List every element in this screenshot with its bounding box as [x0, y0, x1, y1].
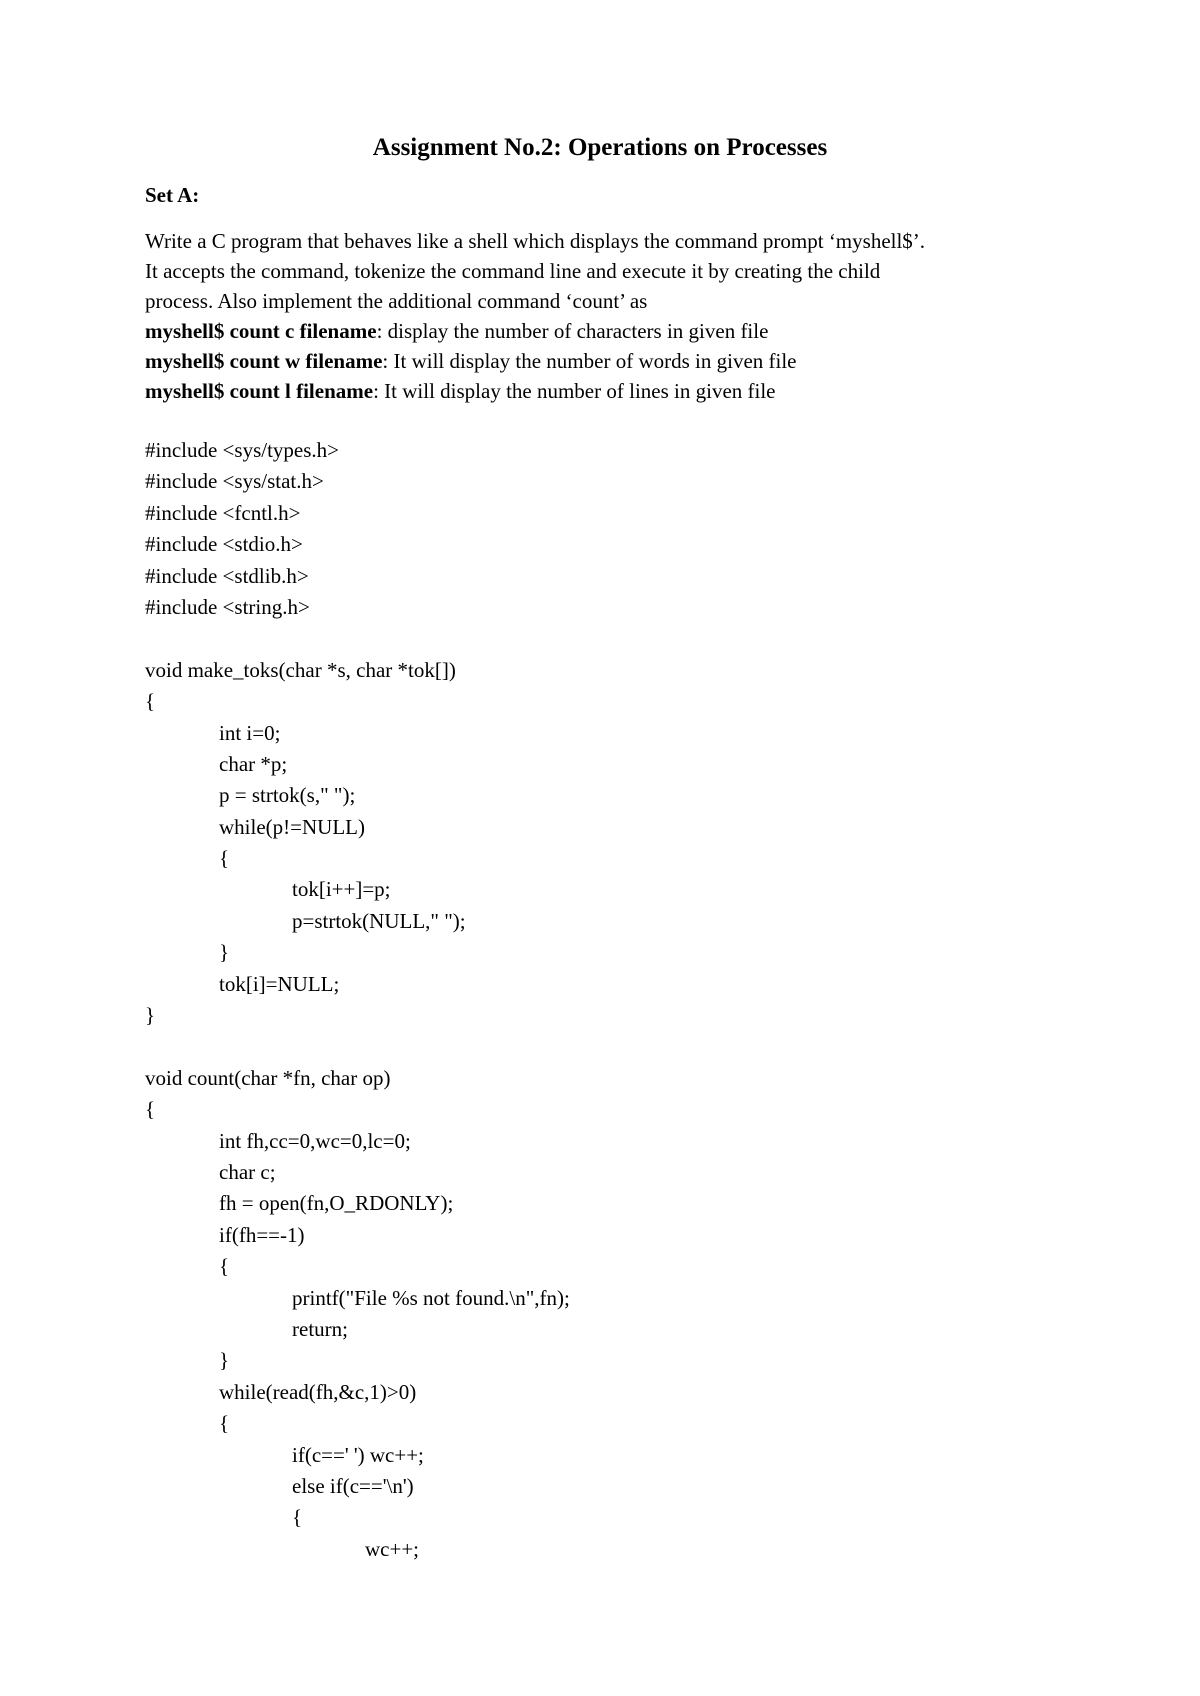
section-heading: Set A: [145, 183, 200, 207]
code-line: while(read(fh,&c,1)>0) [219, 1379, 417, 1404]
description-line: process. Also implement the additional command ‘count’ as [145, 289, 648, 313]
problem-description [145, 226, 1105, 316]
command-list [145, 316, 1105, 406]
code-line: else if(c=='\n') [292, 1473, 414, 1498]
code-line: printf("File %s not found.\n",fn); [292, 1285, 570, 1310]
code-line: #include <stdio.h> [145, 532, 303, 557]
code-line [145, 623, 1105, 654]
code-line: p = strtok(s," "); [219, 783, 356, 808]
code-line: while(p!=NULL) [219, 814, 365, 839]
code-line: { [219, 1411, 230, 1436]
code-line: #include <sys/stat.h> [145, 469, 324, 494]
code-line: } [219, 1348, 230, 1373]
code-line: tok[i++]=p; [292, 877, 391, 902]
command-description: : display the number of characters in given file [376, 319, 769, 343]
description-line: It accepts the command, tokenize the command line and execute it by creating the child [145, 259, 881, 283]
code-line: #include <string.h> [145, 594, 310, 619]
code-line: { [219, 1254, 230, 1279]
command-syntax: myshell$ count l filename [145, 379, 374, 403]
code-line: { [219, 846, 230, 871]
code-line: int i=0; [219, 720, 281, 745]
code-line: void make_toks(char *s, char *tok[]) [145, 657, 456, 682]
code-line: p=strtok(NULL," "); [292, 908, 466, 933]
code-line: tok[i]=NULL; [219, 971, 340, 996]
code-line: { [145, 1097, 156, 1122]
command-item [145, 376, 1105, 406]
code-line: return; [292, 1316, 348, 1341]
code-line: } [219, 940, 230, 965]
code-line: if(fh==-1) [219, 1222, 305, 1247]
code-line: char *p; [219, 751, 288, 776]
code-line: void count(char *fn, char op) [145, 1065, 391, 1090]
code-line: #include <stdlib.h> [145, 563, 309, 588]
code-listing [145, 435, 1105, 1565]
command-syntax: myshell$ count c filename [145, 319, 377, 343]
command-syntax: myshell$ count w filename [145, 349, 383, 373]
code-line: } [145, 1003, 156, 1028]
command-description: : It will display the number of lines in given file [373, 379, 776, 403]
command-item [145, 316, 1105, 346]
code-line: fh = open(fn,O_RDONLY); [219, 1191, 454, 1216]
code-line: char c; [219, 1159, 276, 1184]
command-description: : It will display the number of words in given file [382, 349, 797, 373]
code-line: if(c==' ') wc++; [292, 1442, 424, 1467]
code-line: int fh,cc=0,wc=0,lc=0; [219, 1128, 411, 1153]
code-line: #include <sys/types.h> [145, 438, 340, 462]
page-title: Assignment No.2: Operations on Processes [372, 134, 828, 161]
description-line: Write a C program that behaves like a shell which displays the command prompt ‘myshell$’. [145, 229, 926, 253]
code-line: #include <fcntl.h> [145, 500, 301, 525]
code-line: { [292, 1505, 303, 1530]
code-line [145, 1031, 1105, 1062]
code-line: { [145, 689, 156, 714]
command-item [145, 346, 1105, 376]
code-line: wc++; [365, 1536, 420, 1561]
